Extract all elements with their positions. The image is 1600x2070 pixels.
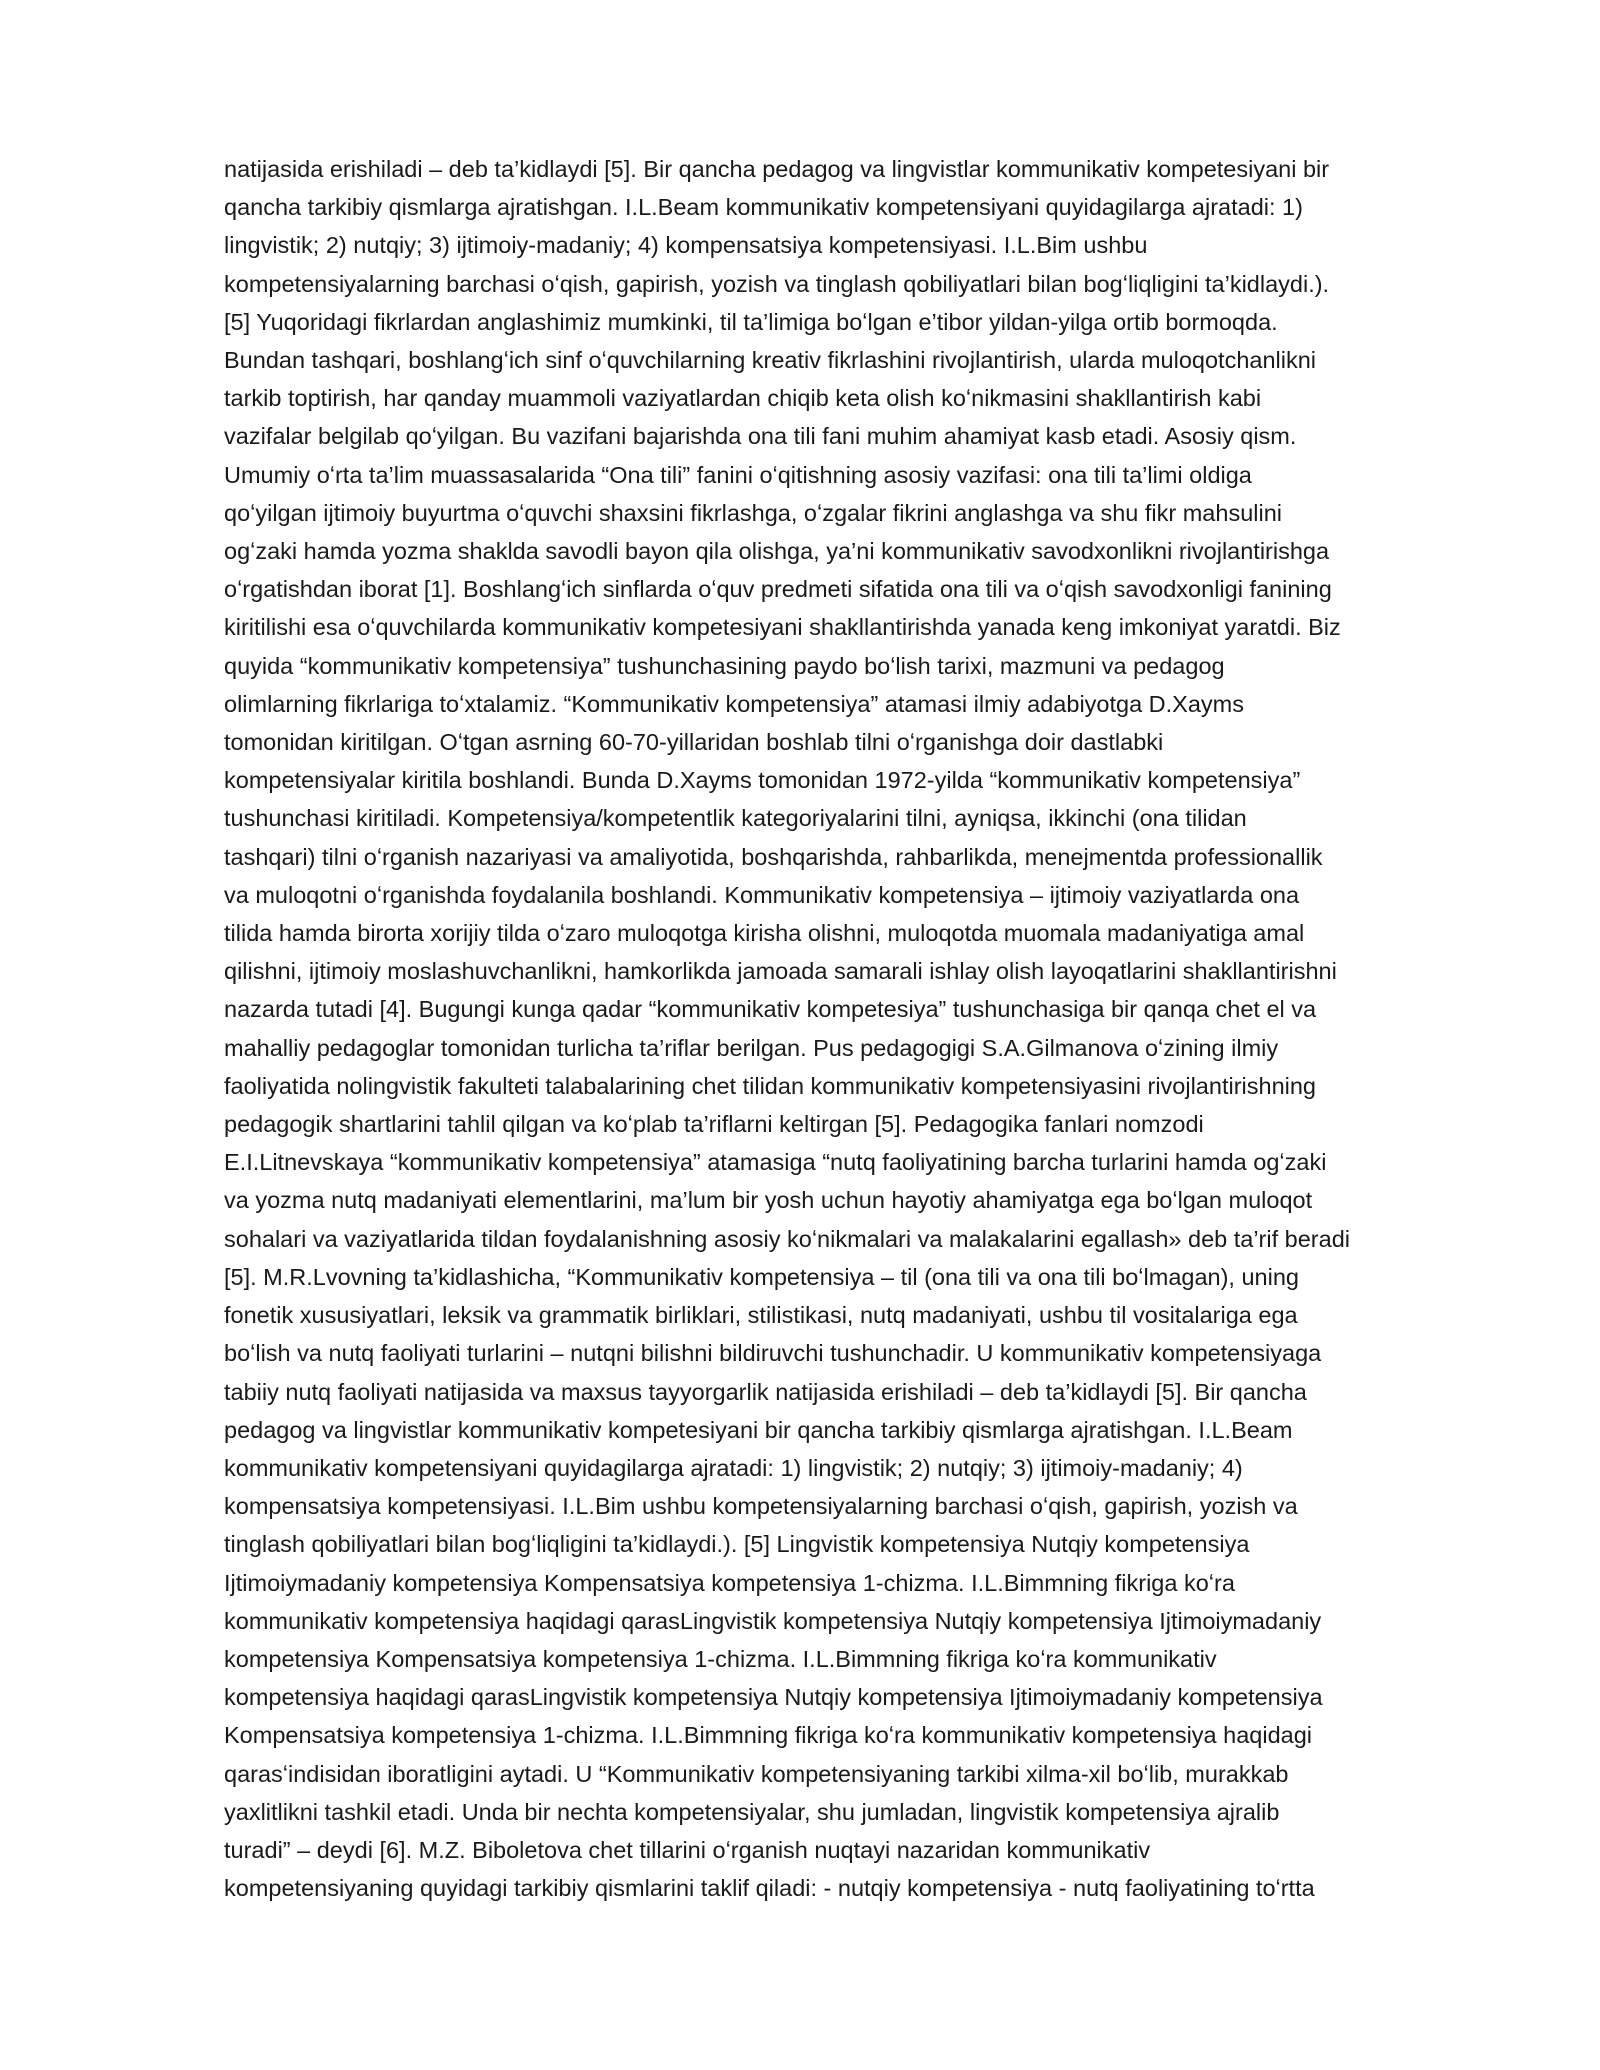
text-line: tushunchasi kiritiladi. Kompetensiya/kompetentlik kategoriyalarini tilni, ayniqsa, ikkinchi (ona tilidan — [224, 805, 1247, 832]
text-line: sohalari va vaziyatlarida tildan foydalanishning asosiy koʻnikmalari va malakalarini egallash» deb ta’rif beradi — [224, 1225, 1350, 1252]
text-line: qilishni, ijtimoiy moslashuvchanlikni, hamkorlikda jamoada samarali ishlay olish layoqatlarini shakllantirishni — [224, 958, 1337, 985]
text-line: vazifalar belgilab qoʻyilgan. Bu vazifani bajarishda ona tili fani muhim ahamiyat kasb etadi. Asosiy qism. — [224, 423, 1297, 450]
text-line: Bundan tashqari, boshlangʻich sinf oʻquvchilarning kreativ fikrlashini rivojlantirish, ularda muloqotchanlikni — [224, 347, 1317, 374]
text-line: tarkib toptirish, har qanday muammoli vaziyatlardan chiqib keta olish koʻnikmasini shakllantirish kabi — [224, 385, 1262, 412]
text-line: Umumiy oʻrta ta’lim muassasalarida “Ona tili” fanini oʻqitishning asosiy vazifasi: ona tili ta’limi oldiga — [224, 461, 1252, 488]
text-line: faoliyatida nolingvistik fakulteti talabalarining chet tilidan kommunikativ kompetensiyasini rivojlantirishning — [224, 1072, 1316, 1099]
text-line: pedagog va lingvistlar kommunikativ kompetesiyani bir qancha tarkibiy qismlarga ajratishgan. I.L.Beam — [224, 1416, 1293, 1443]
text-line: oʻrgatishdan iborat [1]. Boshlangʻich sinflarda oʻquv predmeti sifatida ona tili va oʻqish savodxonligi fanining — [224, 576, 1332, 603]
text-line: kompetensiya haqidagi qarasLingvistik kompetensiya Nutqiy kompetensiya Ijtimoiymadaniy kompetensiya — [224, 1684, 1323, 1711]
text-line: kommunikativ kompetensiya haqidagi qarasLingvistik kompetensiya Nutqiy kompetensiya Ijtimoiymadaniy — [224, 1607, 1322, 1634]
text-line: [5] Yuqoridagi fikrlardan anglashimiz mumkinki, til ta’limiga boʻlgan e’tibor yildan-yilga ortib bormoqda. — [224, 308, 1278, 335]
text-line: fonetik xususiyatlari, leksik va grammatik birliklari, stilistikasi, nutq madaniyati, ushbu til vositalariga ega — [224, 1302, 1298, 1329]
text-line: kompetensiyaning quyidagi tarkibiy qismlarini taklif qiladi: - nutqiy kompetensiya - nutq faoliyatining toʻrtta — [224, 1875, 1315, 1902]
text-line: olimlarning fikrlariga toʻxtalamiz. “Kommunikativ kompetensiya” atamasi ilmiy adabiyotga D.Xayms — [224, 690, 1245, 717]
text-line: lingvistik; 2) nutqiy; 3) ijtimoiy-madaniy; 4) kompensatsiya kompetensiyasi. I.L.Bim ushbu — [224, 232, 1148, 259]
text-line: [5]. M.R.Lvovning ta’kidlashicha, “Kommunikativ kompetensiya – til (ona tili va ona tili boʻlmagan), uning — [224, 1263, 1299, 1290]
text-line: pedagogik shartlarini tahlil qilgan va koʻplab ta’riflarni keltirgan [5]. Pedagogika fanlari nomzodi — [224, 1111, 1204, 1138]
text-line: tashqari) tilni oʻrganish nazariyasi va amaliyotida, boshqarishda, rahbarlikda, menejmentda professionallik — [224, 843, 1323, 870]
text-line: qoʻyilgan ijtimoiy buyurtma oʻquvchi shaxsini fikrlashga, oʻzgalar fikrini anglashga va shu fikr mahsulini — [224, 499, 1282, 526]
text-line: ogʻzaki hamda yozma shaklda savodli bayon qila olishga, ya’ni kommunikativ savodxonlikni rivojlantirishga — [224, 538, 1330, 565]
text-line: Kompensatsiya kompetensiya 1-chizma. I.L.Bimmning fikriga koʻra kommunikativ kompetensiya haqidagi — [224, 1722, 1313, 1749]
text-line: kommunikativ kompetensiyani quyidagilarga ajratadi: 1) lingvistik; 2) nutqiy; 3) ijtimoiy-madaniy; 4) — [224, 1454, 1243, 1481]
text-line: tinglash qobiliyatlari bilan bogʻliqligini ta’kidlaydi.). [5] Lingvistik kompetensiya Nutqiy kompetensiya — [224, 1531, 1250, 1558]
text-line: tilida hamda birorta xorijiy tilda oʻzaro muloqotga kirisha olishni, muloqotda muomala madaniyatiga amal — [224, 920, 1305, 947]
text-line: tomonidan kiritilgan. Oʻtgan asrning 60-70-yillaridan boshlab tilni oʻrganishga doir dastlabki — [224, 729, 1164, 756]
text-line: kompetensiya Kompensatsiya kompetensiya 1-chizma. I.L.Bimmning fikriga koʻra kommunikativ — [224, 1645, 1217, 1672]
text-line: quyida “kommunikativ kompetensiya” tushunchasining paydo boʻlish tarixi, mazmuni va pedagog — [224, 652, 1225, 679]
text-line: yaxlitlikni tashkil etadi. Unda bir nechta kompetensiyalar, shu jumladan, lingvistik kompetensiya ajralib — [224, 1798, 1280, 1825]
text-line: kiritilishi esa oʻquvchilarda kommunikativ kompetesiyani shakllantirishda yanada keng imkoniyat yaratdi. Biz — [224, 614, 1341, 641]
text-line: natijasida erishiladi – deb ta’kidlaydi [5]. Bir qancha pedagog va lingvistlar kommunikativ kompetesiyani bir — [224, 156, 1330, 182]
text-line: E.I.Litnevskaya “kommunikativ kompetensiya” atamasiga “nutq faoliyatining barcha turlarini hamda ogʻzaki — [224, 1149, 1327, 1176]
text-line: mahalliy pedagoglar tomonidan turlicha ta’riflar berilgan. Pus pedagogigi S.A.Gilmanova oʻzining ilmiy — [224, 1034, 1279, 1061]
text-line: tabiiy nutq faoliyati natijasida va maxsus tayyorgarlik natijasida erishiladi – deb ta’kidlaydi [5]. Bir qancha — [224, 1378, 1307, 1405]
text-line: va muloqotni oʻrganishda foydalanila boshlandi. Kommunikativ kompetensiya – ijtimoiy vaziyatlarda ona — [224, 881, 1300, 908]
text-line: turadi” – deydi [6]. M.Z. Biboletova chet tillarini oʻrganish nuqtayi nazaridan kommunikativ — [224, 1836, 1151, 1863]
text-line: kompetensiyalarning barchasi oʻqish, gapirish, yozish va tinglash qobiliyatlari bilan bogʻliqligini ta’kidlaydi.). — [224, 270, 1330, 297]
text-line: boʻlish va nutq faoliyati turlarini – nutqni bilishni bildiruvchi tushunchadir. U kommunikativ kompetensiyaga — [224, 1340, 1322, 1367]
text-line: kompetensiyalar kiritila boshlandi. Bunda D.Xayms tomonidan 1972-yilda “kommunikativ kompetensiya” — [224, 767, 1301, 794]
text-line: qarasʻindisidan iboratligini aytadi. U “Kommunikativ kompetensiyaning tarkibi xilma-xil boʻlib, murakkab — [224, 1760, 1289, 1787]
text-line: va yozma nutq madaniyati elementlarini, ma’lum bir yosh uchun hayotiy ahamiyatga ega boʻlgan muloqot — [224, 1187, 1313, 1214]
text-line: nazarda tutadi [4]. Bugungi kunga qadar “kommunikativ kompetesiya” tushunchasiga bir qanqa chet el va — [224, 996, 1317, 1023]
text-line: Ijtimoiymadaniy kompetensiya Kompensatsiya kompetensiya 1-chizma. I.L.Bimmning fikriga koʻra — [224, 1569, 1235, 1596]
text-line: kompensatsiya kompetensiyasi. I.L.Bim ushbu kompetensiyalarning barchasi oʻqish, gapirish, yozish va — [224, 1493, 1298, 1520]
text-line: qancha tarkibiy qismlarga ajratishgan. I.L.Beam kommunikativ kompetensiyani quyidagilarga ajratadi: 1) — [224, 194, 1303, 221]
body-paragraph — [224, 150, 1504, 1907]
